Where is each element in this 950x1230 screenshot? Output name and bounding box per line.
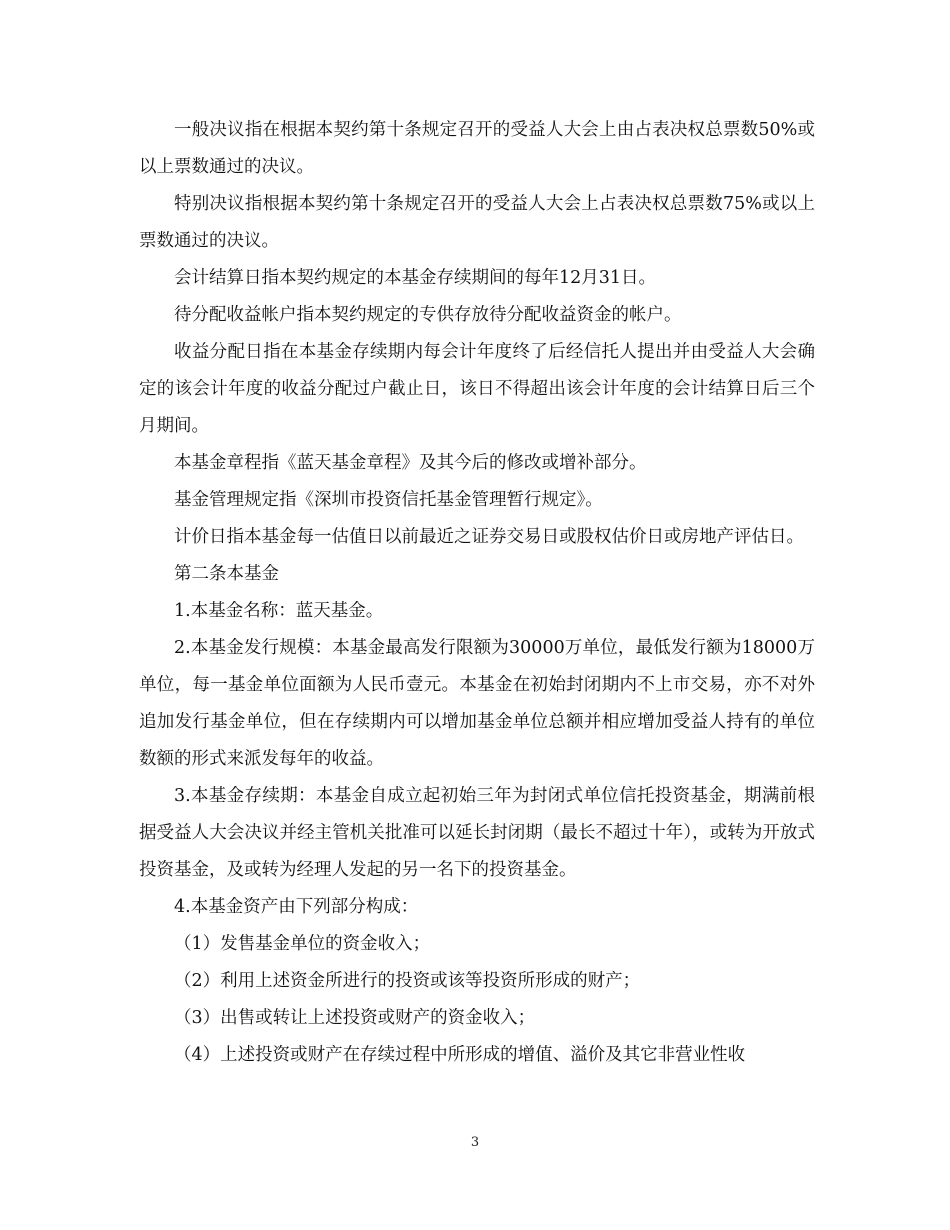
paragraph-special-resolution: 特别决议指根据本契约第十条规定召开的受益人大会上占表决权总票数75%或以上票数通过的决议。: [139, 194, 815, 251]
list-item-asset-3: （3）出售或转让上述投资或财产的资金收入；: [174, 1008, 536, 1028]
paragraph-fund-duration: 3.本基金存续期：本基金自成立起初始三年为封闭式单位信托投资基金，期满前根据受益人大会决议并经主管机关批准可以延长封闭期（最长不超过十年），或转为开放式投资基金，及或转为经理人发起的另一名下的投资基金。: [139, 786, 815, 880]
paragraph-distribution-date: 收益分配日指在本基金存续期内每会计年度终了后经信托人提出并由受益人大会确定的该会计年度的收益分配过户截止日，该日不得超出该会计年度的会计结算日后三个月期间。: [139, 342, 815, 436]
paragraph-fund-charter: 本基金章程指《蓝天基金章程》及其今后的修改或增补部分。: [174, 453, 647, 473]
list-item-asset-2: （2）利用上述资金所进行的投资或该等投资所形成的财产；: [174, 971, 641, 991]
paragraph-fund-name: 1.本基金名称：蓝天基金。: [174, 601, 384, 621]
list-item-asset-1: （1）发售基金单位的资金收入；: [174, 934, 431, 954]
list-item-asset-4: （4）上述投资或财产在存续过程中所形成的增值、溢价及其它非营业性收: [174, 1045, 746, 1065]
document-body: [139, 112, 815, 1074]
section-heading-article-two: 第二条本基金: [174, 564, 279, 584]
paragraph-management-rules: 基金管理规定指《深圳市投资信托基金管理暂行规定》。: [174, 490, 603, 510]
paragraph-asset-composition: 4.本基金资产由下列部分构成：: [174, 897, 419, 917]
paragraph-valuation-date: 计价日指本基金每一估值日以前最近之证券交易日或股权估价日或房地产评估日。: [174, 527, 804, 547]
paragraph-general-resolution: 一般决议指在根据本契约第十条规定召开的受益人大会上由占表决权总票数50%或以上票数通过的决议。: [139, 120, 815, 177]
page-number: 3: [470, 1135, 480, 1150]
paragraph-income-account: 待分配收益帐户指本契约规定的专供存放待分配收益资金的帐户。: [174, 305, 682, 325]
paragraph-accounting-date: 会计结算日指本契约规定的本基金存续期间的每年12月31日。: [174, 268, 657, 288]
paragraph-issue-scale: 2.本基金发行规模：本基金最高发行限额为30000万单位，最低发行额为18000万单位，每一基金单位面额为人民币壹元。本基金在初始封闭期内不上市交易，亦不对外追加发行基金单位，但在存续期内可以增加基金单位总额并相应增加受益人持有的单位数额的形式来派发每年的收益。: [139, 638, 815, 769]
